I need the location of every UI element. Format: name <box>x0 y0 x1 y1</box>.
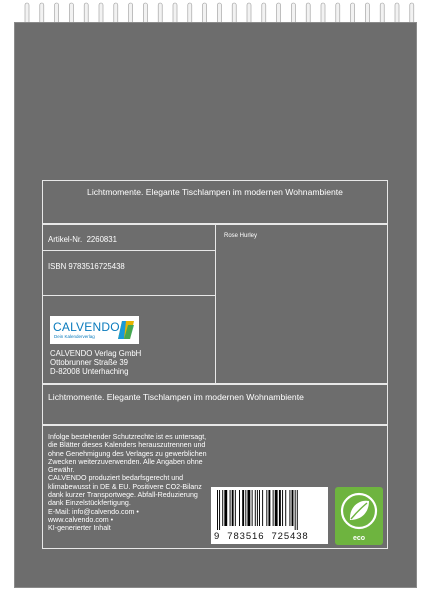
barcode-group-1: 783516 <box>227 531 265 542</box>
publisher-city: D-82008 Unterhaching <box>50 367 129 376</box>
author-name: Rose Hurley <box>224 233 258 239</box>
barcode-bar <box>232 490 234 526</box>
barcode-bar <box>295 490 296 530</box>
info-divider-article <box>42 250 216 251</box>
barcode-group-2: 725438 <box>271 531 309 542</box>
barcode-bar <box>279 490 281 526</box>
barcode-bar <box>292 490 294 526</box>
barcode-bar <box>289 490 290 526</box>
barcode-bar <box>285 490 286 526</box>
calvendo-logo-tagline: Dein Kalenderverlag <box>54 334 95 339</box>
barcode-bar <box>252 490 253 526</box>
legal-notice: Infolge bestehender Schutzrechte ist es untersagt, die Blätter dieses Kalenders herauszutrennen und ohne Genehmigung des Verlages zu gewerblichen Zwecken weiterzuverwenden. Alle Angaben ohne Gewähr. CALVENDO produziert bedarfsgerecht und klimabewusst in DE & EU. Positivere CO2-Bilanz dank kurzer Transportwege. Abfall-Reduzierung dank Einzelstückfertigung. E-Mail: info@calvendo.com • www.calvendo.com • KI-generierter Inhalt <box>48 433 207 533</box>
barcode-bar <box>282 490 283 526</box>
publisher-name: CALVENDO Verlag GmbH <box>50 349 142 358</box>
barcode-bar <box>224 490 227 526</box>
barcode-bar <box>266 490 267 526</box>
barcode-bars <box>215 490 327 530</box>
barcode-bar <box>235 490 236 526</box>
article-number-line <box>48 235 117 244</box>
barcode-bar <box>255 490 256 526</box>
calendar-title-repeat: Lichtmomente. Elegante Tischlampen im modernen Wohnambiente <box>48 392 304 402</box>
barcode-bar <box>297 490 298 530</box>
publisher-street: Ottobrunner Straße 39 <box>50 358 129 367</box>
barcode-digits <box>214 531 326 542</box>
article-number-label: Artikel-Nr. <box>48 235 83 244</box>
eco-badge <box>335 487 383 545</box>
barcode-bar <box>239 490 240 526</box>
article-number-value: 2260831 <box>86 235 117 244</box>
calendar-title: Lichtmomente. Elegante Tischlampen im modernen Wohnambiente <box>87 187 343 197</box>
calvendo-page-icon <box>116 319 136 341</box>
barcode-bar <box>219 490 220 530</box>
barcode-bar <box>230 490 231 526</box>
barcode-bar <box>257 490 258 526</box>
barcode-bar <box>245 490 246 526</box>
barcode-bar <box>275 490 278 526</box>
barcode-bar <box>242 490 244 526</box>
barcode-bar <box>222 490 223 526</box>
info-divider-isbn <box>42 295 216 296</box>
isbn: ISBN 9783516725438 <box>48 262 125 271</box>
barcode-bar <box>262 490 263 526</box>
barcode-bar <box>217 490 218 530</box>
barcode-bar <box>273 490 274 526</box>
barcode-bar <box>259 490 260 526</box>
info-divider-vertical <box>215 224 216 384</box>
calvendo-logo <box>50 316 139 344</box>
barcode-lead-digit: 9 <box>214 531 221 542</box>
eco-badge-label: eco <box>352 535 366 542</box>
calvendo-logo-word: CALVENDO <box>53 320 120 334</box>
barcode-bar <box>247 490 250 526</box>
barcode-bar <box>268 490 270 526</box>
isbn-barcode <box>211 487 328 544</box>
subtitle-frame <box>42 384 388 425</box>
